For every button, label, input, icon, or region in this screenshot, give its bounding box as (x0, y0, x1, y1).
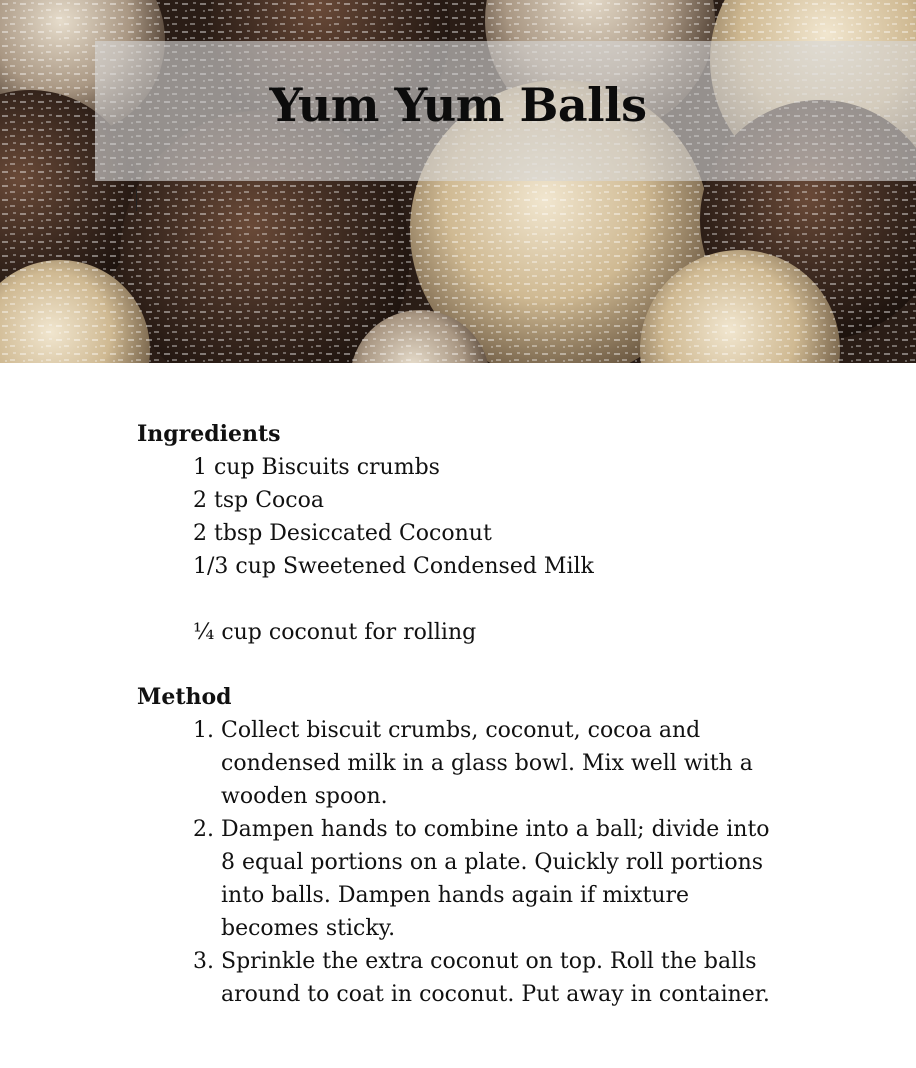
ingredient-item: 1 cup Biscuits crumbs (193, 455, 440, 480)
method-heading: Method (137, 684, 232, 710)
step-text: Collect biscuit crumbs, coconut, cocoa and condensed milk in a glass bowl. Mix well with a wooden spoon. (221, 718, 753, 809)
step-number: 2. (193, 817, 214, 842)
recipe-body (137, 418, 837, 1011)
method-step (193, 714, 773, 813)
text-cursor (136, 189, 137, 211)
rolling-coconut-note: ¼ cup coconut for rolling (193, 620, 477, 645)
ingredients-list (137, 451, 837, 583)
step-number: 1. (193, 718, 214, 743)
method-step (193, 813, 773, 945)
ingredient-item: 2 tsp Cocoa (193, 488, 324, 513)
step-text: Sprinkle the extra coconut on top. Roll the balls around to coat in coconut. Put away in container. (221, 949, 770, 1007)
step-number: 3. (193, 949, 214, 974)
ingredients-heading: Ingredients (137, 421, 281, 447)
method-step (193, 945, 773, 1011)
step-text: Dampen hands to combine into a ball; divide into 8 equal portions on a plate. Quickly roll portions into balls. Dampen hands again if mixture becomes sticky. (221, 817, 770, 941)
ingredient-item: 1/3 cup Sweetened Condensed Milk (193, 554, 594, 579)
ingredient-item: 2 tbsp Desiccated Coconut (193, 521, 492, 546)
page-title: Yum Yum Balls (269, 78, 647, 132)
method-steps (137, 714, 773, 1011)
